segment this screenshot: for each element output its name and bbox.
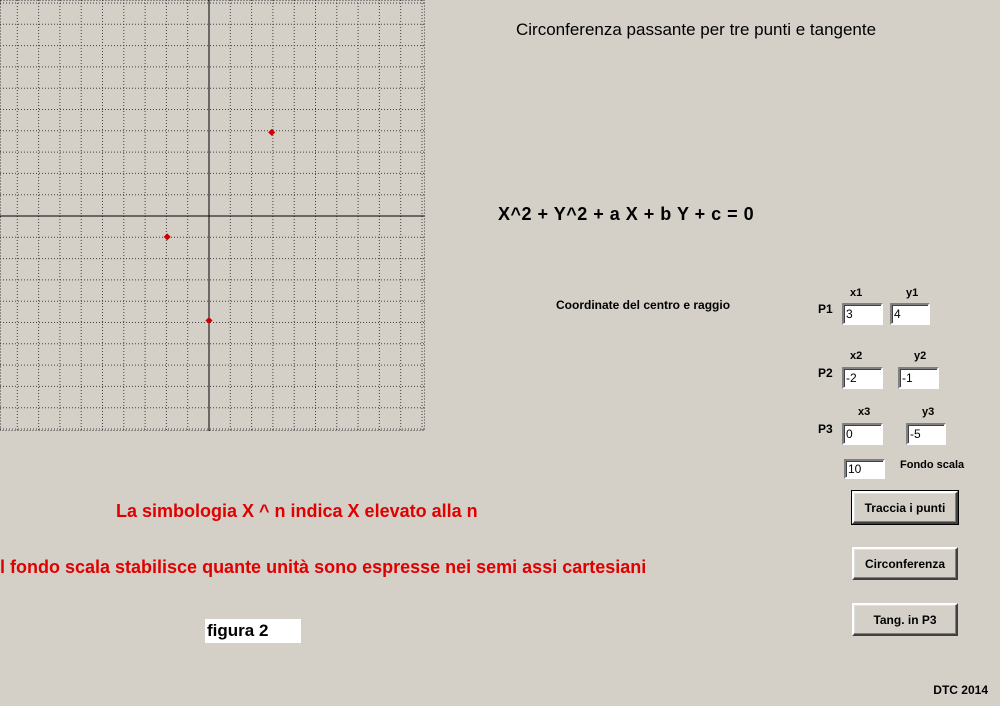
- p2-label: P2: [818, 366, 833, 380]
- footer-credit: DTC 2014: [933, 683, 988, 697]
- y2-input[interactable]: [898, 367, 939, 389]
- y3-label: y3: [922, 406, 935, 418]
- circle-button[interactable]: Circonferenza: [852, 547, 958, 580]
- scale-note: l fondo scala stabilisce quante unità sono espresse nei semi assi cartesiani: [0, 557, 647, 577]
- circle-equation: X^2 + Y^2 + a X + b Y + c = 0: [498, 204, 755, 224]
- symbol-note: La simbologia X ^ n indica X elevato alla n: [116, 501, 478, 521]
- cartesian-plot: [0, 0, 425, 431]
- x3-input[interactable]: [842, 423, 883, 445]
- y1-label: y1: [906, 287, 919, 299]
- plotted-points: [164, 129, 276, 324]
- figure-label: figura 2: [205, 619, 301, 643]
- x2-input[interactable]: [842, 367, 883, 389]
- center-radius-label: Coordinate del centro e raggio: [556, 298, 731, 312]
- x2-label: x2: [850, 350, 863, 362]
- point-marker-p2: [164, 233, 171, 240]
- x1-label: x1: [850, 287, 863, 299]
- y3-input[interactable]: [906, 423, 946, 445]
- p1-label: P1: [818, 302, 833, 316]
- y1-input[interactable]: [890, 303, 930, 325]
- x3-label: x3: [858, 406, 871, 418]
- point-marker-p1: [268, 129, 275, 136]
- x1-input[interactable]: [842, 303, 883, 325]
- p3-label: P3: [818, 422, 833, 436]
- y2-label: y2: [914, 350, 927, 362]
- tangent-button[interactable]: Tang. in P3: [852, 603, 958, 636]
- page-title: Circonferenza passante per tre punti e tangente: [516, 20, 877, 39]
- scale-label: Fondo scala: [900, 459, 965, 471]
- point-marker-p3: [205, 317, 212, 324]
- plot-points-button[interactable]: Traccia i punti: [852, 491, 958, 524]
- scale-input[interactable]: [844, 459, 885, 479]
